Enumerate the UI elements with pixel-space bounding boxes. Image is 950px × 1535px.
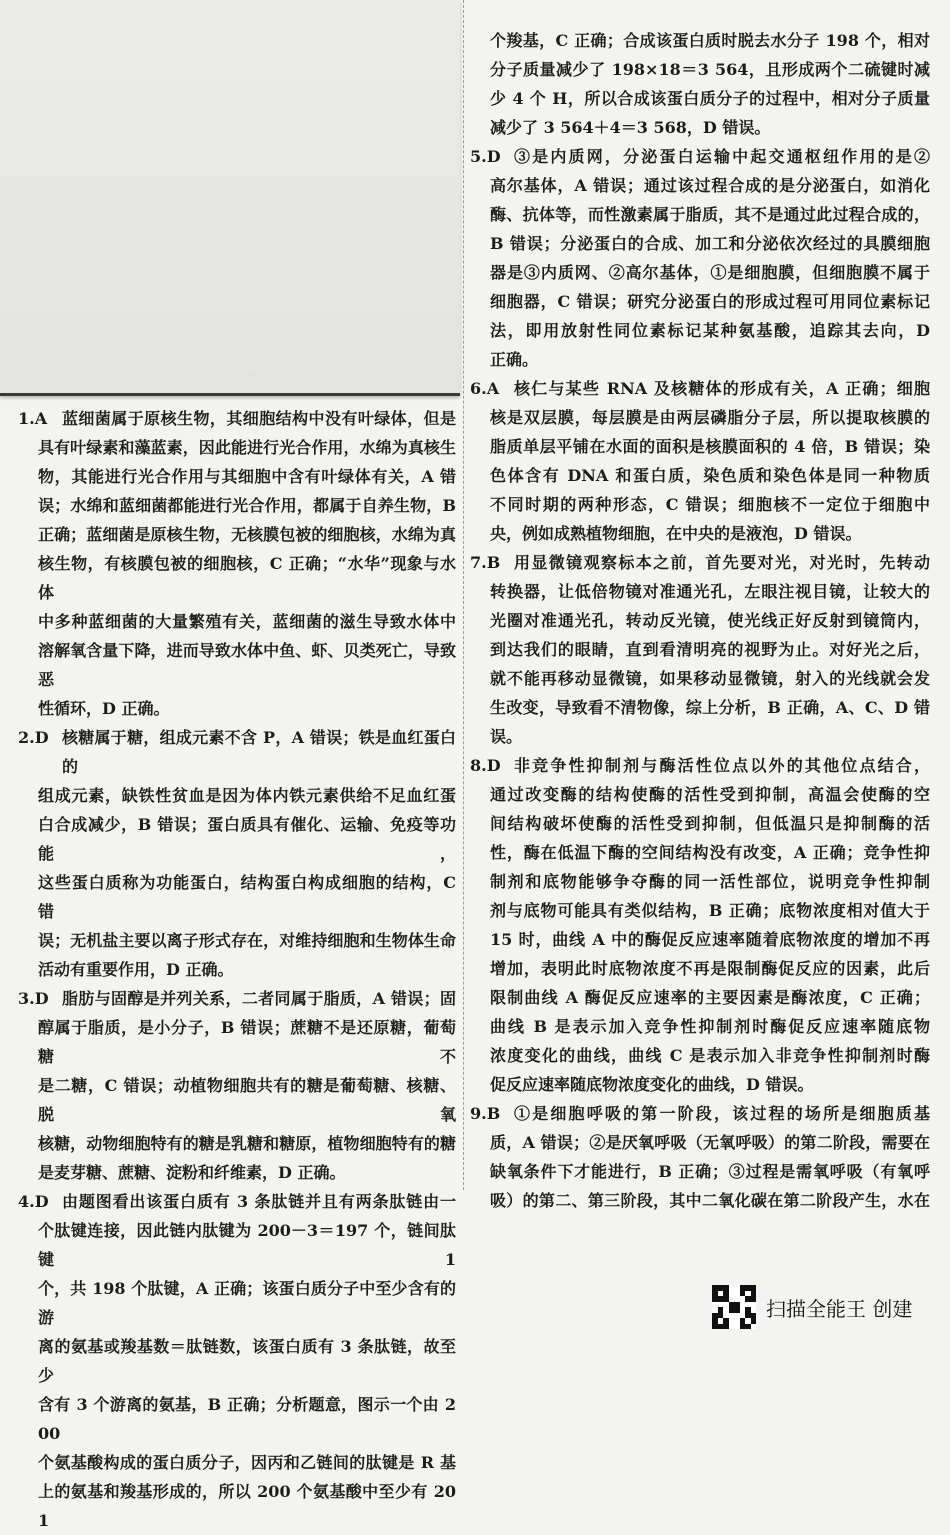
answer-line (490, 403, 930, 432)
answer-text: 核生物，有核膜包被的细胞核，C 正确；“水华”现象与水体 (38, 554, 456, 602)
answer-text: 非竞争性抑制剂与酶活性位点以外的其他位点结合， (514, 756, 930, 775)
answer-text: 15 时，曲线 A 中的酶促反应速率随着底物浓度的增加不再 (490, 930, 930, 949)
answer-line (490, 432, 930, 461)
scanner-watermark (712, 1285, 912, 1329)
answer-line (38, 1129, 456, 1158)
answer-text: 吸）的第二、第三阶段，其中二氧化碳在第二阶段产生，水在 (490, 1191, 930, 1210)
answer-line (490, 461, 930, 490)
answer-line (18, 723, 456, 781)
answer-line (38, 636, 456, 694)
answer-line (490, 200, 930, 229)
answer-line (490, 490, 930, 519)
answer-line (38, 1448, 456, 1477)
answer-text: 细胞器，C 错误；研究分泌蛋白的形成过程可用同位素标记 (490, 292, 930, 311)
answer-line (490, 1012, 930, 1041)
answer-text: 个氨基酸构成的蛋白质分子，因丙和乙链间的肽键是 R 基 (38, 1453, 456, 1472)
answer-text: B 错误；分泌蛋白的合成、加工和分泌依次经过的具膜细胞 (490, 234, 930, 253)
answer-text: 缺氧条件下才能进行，B 正确；③过程是需氧呼吸（有氧呼 (490, 1162, 930, 1181)
answer-line (38, 1071, 456, 1129)
answer-text: 剂与底物可能具有类似结构，B 正确；底物浓度相对值大于 (490, 901, 930, 920)
answer-line (38, 1216, 456, 1274)
answer-text: 分子质量减少了 198×18＝3 564，且形成两个二硫键时减 (490, 60, 930, 79)
answer-text: 增加，表明此时底物浓度不再是限制酶促反应的因素，此后 (490, 959, 930, 978)
answer-line (490, 664, 930, 693)
answer-text: 核糖属于糖，组成元素不含 P，A 错误；铁是血红蛋白的 (62, 728, 456, 776)
answer-text: 上的氨基和羧基形成的，所以 200 个氨基酸中至少有 201 (38, 1482, 456, 1530)
answer-text: 不同时期的两种形态，C 错误；细胞核不一定位于细胞中 (490, 495, 930, 514)
answer-line (490, 1041, 930, 1070)
answer-text: 白合成减少，B 错误；蛋白质具有催化、运输、免疫等功能， (38, 815, 456, 863)
answer-text: 这些蛋白质称为功能蛋白，结构蛋白构成细胞的结构，C 错 (38, 873, 456, 921)
answer-text: 高尔基体，A 错误；通过该过程合成的是分泌蛋白，如消化 (490, 176, 930, 195)
answer-line (470, 751, 930, 780)
answer-text: 正确。 (490, 350, 539, 369)
answer-text: 组成元素，缺铁性贫血是因为体内铁元素供给不足血红蛋 (38, 786, 456, 805)
answer-line (490, 867, 930, 896)
answer-line (490, 780, 930, 809)
answer-line (490, 258, 930, 287)
answer-line (38, 955, 456, 984)
answer-line (38, 491, 456, 520)
answer-text: 酶、抗体等，而性激素属于脂质，其不是通过此过程合成的， (490, 205, 930, 224)
answer-text: 转换器，让低倍物镜对准通光孔，左眼注视目镜，让较大的 (490, 582, 930, 601)
answer-text: 法，即用放射性同位素标记某种氨基酸，追踪其去向，D (490, 321, 930, 340)
answer-line (490, 519, 930, 548)
answer-text: 生改变，导致看不清物像，综上分析，B 正确，A、C、D 错误。 (490, 698, 930, 746)
answer-text: 减少了 3 564＋4＝3 568，D 错误。 (490, 118, 771, 137)
answer-line (38, 549, 456, 607)
answer-text: 含有 3 个游离的氨基，B 正确；分析题意，图示一个由 200 (38, 1395, 456, 1443)
answer-line (490, 1157, 930, 1186)
answer-line (38, 1158, 456, 1187)
answer-line (470, 142, 930, 171)
answer-line (38, 926, 456, 955)
answer-text: 性循环，D 正确。 (38, 699, 170, 718)
answer-text: ③是内质网，分泌蛋白运输中起交通枢纽作用的是② (514, 147, 930, 166)
answer-number: 9.B (470, 1104, 501, 1123)
answer-text: 性，酶在低温下酶的空间结构没有改变，A 正确；竞争性抑 (490, 843, 930, 862)
answer-line (490, 1186, 930, 1215)
answer-text: 用显微镜观察标本之前，首先要对光，对光时，先转动 (514, 553, 930, 572)
answer-line (470, 548, 930, 577)
answer-line (490, 1128, 930, 1157)
answer-line (490, 229, 930, 258)
answer-text: 就不能再移动显微镜，如果移动显微镜，射入的光线就会发 (490, 669, 930, 688)
answer-text: 色体含有 DNA 和蛋白质，染色质和染色体是同一种物质 (490, 466, 930, 485)
answer-line (490, 113, 930, 142)
answer-line (470, 1099, 930, 1128)
answer-line (38, 1390, 456, 1448)
answer-text: 物，其能进行光合作用与其细胞中含有叶绿体有关，A 错 (38, 467, 456, 486)
answer-text: 具有叶绿素和藻蓝素，因此能进行光合作用，水绵为真核生 (38, 438, 456, 457)
answer-line (490, 345, 930, 374)
answer-text: 核糖，动物细胞特有的糖是乳糖和糖原，植物细胞特有的糖 (38, 1134, 456, 1153)
answer-text: 质，A 错误；②是厌氧呼吸（无氧呼吸）的第二阶段，需要在 (490, 1133, 930, 1152)
answer-text: 通过改变酶的结构使酶的活性受到抑制，高温会使酶的空 (490, 785, 930, 804)
answer-line (38, 462, 456, 491)
answer-text: 个肽键连接，因此链内肽键为 200－3＝197 个，链间肽键 1 (38, 1221, 456, 1269)
qr-code-icon (712, 1285, 756, 1329)
answer-line (38, 1274, 456, 1332)
blank-paper-area (0, 0, 460, 396)
answer-text: 脂肪与固醇是并列关系，二者同属于脂质，A 错误；固 (62, 989, 456, 1008)
answer-text: 醇属于脂质，是小分子，B 错误；蔗糖不是还原糖，葡萄糖不 (38, 1018, 456, 1066)
watermark-text: 扫描全能王 创建 (766, 1296, 913, 1321)
answer-line (38, 694, 456, 723)
answer-line (490, 896, 930, 925)
answer-text: 制剂和底物能够争夺酶的同一活性部位，说明竞争性抑制 (490, 872, 930, 891)
answer-line (490, 55, 930, 84)
left-column (18, 404, 456, 1535)
answer-text: 个，共 198 个肽键，A 正确；该蛋白质分子中至少含有的游 (38, 1279, 456, 1327)
answer-line (38, 1332, 456, 1390)
answer-number: 2.D (18, 728, 49, 747)
answer-text: 光圈对准通光孔，转动反光镜，使光线正好反射到镜筒内， (490, 611, 930, 630)
answer-text: 误；水绵和蓝细菌都能进行光合作用，都属于自养生物，B (38, 496, 456, 515)
answer-text: 正确；蓝细菌是原核生物，无核膜包被的细胞核，水绵为真 (38, 525, 456, 544)
answer-line (470, 374, 930, 403)
answer-line (38, 520, 456, 549)
answer-text: 促反应速率随底物浓度变化的曲线，D 错误。 (490, 1075, 814, 1094)
answer-text: 限制曲线 A 酶促反应速率的主要因素是酶浓度，C 正确； (490, 988, 930, 1007)
answer-text: 间结构破坏使酶的活性受到抑制，但低温只是抑制酶的活 (490, 814, 930, 833)
answer-line (490, 635, 930, 664)
column-divider (463, 0, 464, 1190)
answer-number: 5.D (470, 147, 501, 166)
answer-line (490, 983, 930, 1012)
answer-text: ①是细胞呼吸的第一阶段，该过程的场所是细胞质基 (514, 1104, 930, 1123)
answer-number: 8.D (470, 756, 501, 775)
answer-text: 离的氨基或羧基数＝肽链数，该蛋白质有 3 条肽链，故至少 (38, 1337, 456, 1385)
answer-line (490, 287, 930, 316)
answer-text: 到达我们的眼睛，直到看清明亮的视野为止。对好光之后， (490, 640, 930, 659)
answer-line (490, 606, 930, 635)
answer-line (38, 1477, 456, 1535)
answer-text: 中多种蓝细菌的大量繁殖有关，蓝细菌的滋生导致水体中 (38, 612, 456, 631)
answer-text: 溶解氧含量下降，进而导致水体中鱼、虾、贝类死亡，导致恶 (38, 641, 456, 689)
answer-text: 脂质单层平铺在水面的面积是核膜面积的 4 倍，B 错误；染 (490, 437, 930, 456)
answer-text: 活动有重要作用，D 正确。 (38, 960, 234, 979)
answer-number: 1.A (18, 409, 48, 428)
answer-text: 浓度变化的曲线，曲线 C 是表示加入非竞争性抑制剂时酶 (490, 1046, 930, 1065)
answer-number: 6.A (470, 379, 500, 398)
answer-text: 曲线 B 是表示加入竞争性抑制剂时酶促反应速率随底物 (490, 1017, 930, 1036)
answer-number: 4.D (18, 1192, 49, 1211)
answer-number: 7.B (470, 553, 501, 572)
answer-line (490, 809, 930, 838)
answer-line (490, 26, 930, 55)
answer-line (490, 838, 930, 867)
answer-text: 核是双层膜，每层膜是由两层磷脂分子层，所以提取核膜的 (490, 408, 930, 427)
answer-text: 是麦芽糖、蔗糖、淀粉和纤维素，D 正确。 (38, 1163, 346, 1182)
answer-text: 蓝细菌属于原核生物，其细胞结构中没有叶绿体，但是 (62, 409, 456, 428)
answer-line (490, 171, 930, 200)
answer-line (38, 868, 456, 926)
answer-text: 误；无机盐主要以离子形式存在，对维持细胞和生物体生命 (38, 931, 456, 950)
answer-line (18, 404, 456, 433)
answer-text: 是二糖，C 错误；动植物细胞共有的糖是葡萄糖、核糖、脱氧 (38, 1076, 456, 1124)
answer-line (490, 693, 930, 751)
answer-line (490, 316, 930, 345)
answer-line (38, 433, 456, 462)
answer-number: 3.D (18, 989, 49, 1008)
answer-text: 核仁与某些 RNA 及核糖体的形成有关，A 正确；细胞 (514, 379, 930, 398)
answer-text: 央，例如成熟植物细胞，在中央的是液泡，D 错误。 (490, 524, 862, 543)
answer-text: 个羧基，C 正确；合成该蛋白质时脱去水分子 198 个，相对 (490, 31, 930, 50)
answer-line (18, 984, 456, 1013)
answer-line (490, 925, 930, 954)
answer-line (490, 577, 930, 606)
answer-line (38, 1013, 456, 1071)
answer-line (38, 781, 456, 810)
answer-line (38, 810, 456, 868)
answer-text: 由题图看出该蛋白质有 3 条肽链并且有两条肽链由一 (62, 1192, 456, 1211)
answer-text: 少 4 个 H，所以合成该蛋白质分子的过程中，相对分子质量 (490, 89, 930, 108)
answer-line (490, 1070, 930, 1099)
answer-line (490, 954, 930, 983)
right-column (470, 26, 930, 1215)
answer-line (38, 607, 456, 636)
answer-line (18, 1187, 456, 1216)
answer-text: 器是③内质网、②高尔基体，①是细胞膜，但细胞膜不属于 (490, 263, 930, 282)
answer-line (490, 84, 930, 113)
